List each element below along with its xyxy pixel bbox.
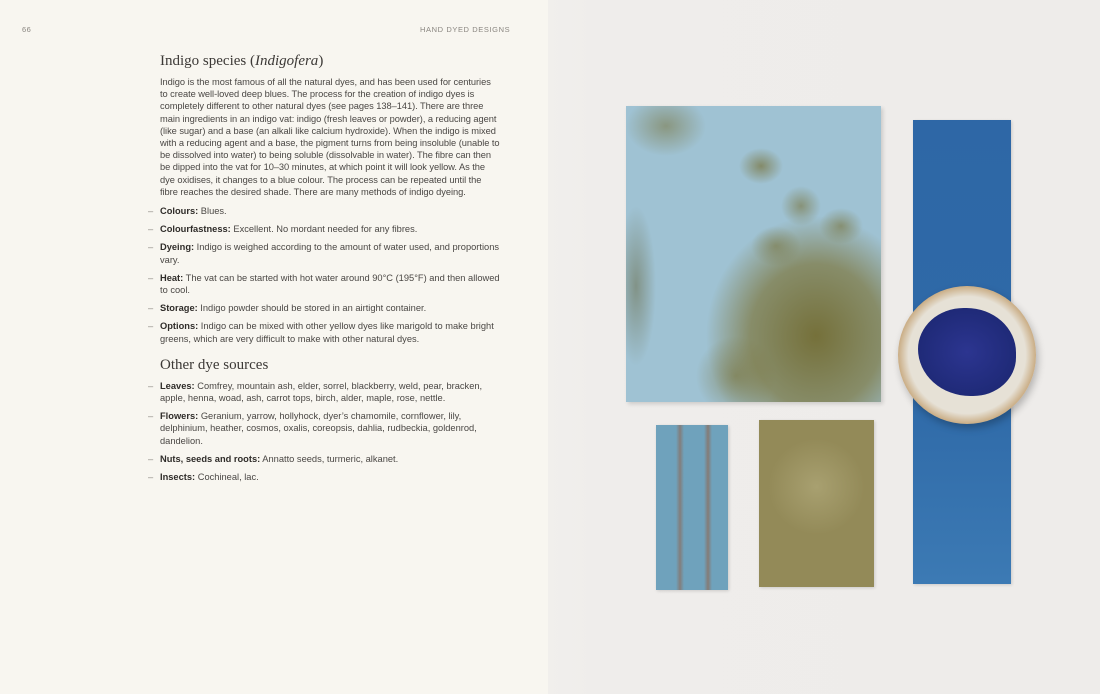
section-title-indigo: Indigo species (Indigofera): [160, 53, 324, 69]
olive-swatch: [759, 420, 874, 587]
running-head: HAND DYED DESIGNS: [420, 25, 511, 34]
list-item: – Dyeing: Indigo is weighed according to the amount of water used, and proportions vary.: [160, 241, 500, 265]
page-content: [160, 53, 500, 493]
other-sources-list: [160, 380, 500, 483]
blue-strip-swatch: [656, 425, 728, 590]
indigo-properties-list: [160, 205, 500, 345]
page-number: 66: [22, 25, 32, 34]
list-item: – Options: Indigo can be mixed with other yellow dyes like marigold to make bright greens, which are very difficult to make with other natural dyes.: [160, 320, 500, 344]
intro-paragraph: Indigo is the most famous of all the natural dyes, and has been used for centuries to create well-loved deep blues. The process for the creation of indigo dyes is completely different to other natural dyes (see pages 138–141). There are three main ingredients in an indigo vat: indigo (fresh leaves or powder), a reducing agent (like sugar) and a base (an alkali like calcium hydroxide). When the indigo is mixed with a reducing agent and a base, the pigment turns from being insoluble (unable to be dissolved into water) to being soluble (dissolvable in water). The fibre can then be dipped into the vat for 10–30 minutes, at which point it will look yellow. As the dye oxidises, it changes to a blue colour. The process can be repeated until the fibre reaches the desired shade. There are many methods of indigo dyeing.: [160, 77, 500, 197]
list-item: – Flowers: Geranium, yarrow, hollyhock, dyer’s chamomile, cornflower, lily, delphinium, heather, cosmos, oxalis, coreopsis, dahlia, rudbeckia, goldenrod, dandelion.: [160, 410, 500, 447]
left-page: [0, 0, 548, 694]
bowl-of-indigo-powder: [898, 286, 1036, 424]
list-item: – Colours: Blues.: [160, 205, 500, 217]
list-item: – Storage: Indigo powder should be stored in an airtight container.: [160, 302, 500, 314]
list-item: – Insects: Cochineal, lac.: [160, 471, 500, 483]
list-item: – Nuts, seeds and roots: Annatto seeds, turmeric, alkanet.: [160, 453, 500, 465]
list-item: – Leaves: Comfrey, mountain ash, elder, sorrel, blackberry, weld, pear, bracken, apple, henna, woad, ash, carrot tops, birch, alder, maple, rose, nettle.: [160, 380, 500, 404]
list-item: – Colourfastness: Excellent. No mordant needed for any fibres.: [160, 223, 500, 235]
section-title-other: Other dye sources: [160, 356, 269, 373]
indigo-powder: [918, 308, 1016, 396]
tie-dye-swatch: [626, 106, 881, 402]
list-item: – Heat: The vat can be started with hot water around 90°C (195°F) and then allowed to cool.: [160, 272, 500, 296]
